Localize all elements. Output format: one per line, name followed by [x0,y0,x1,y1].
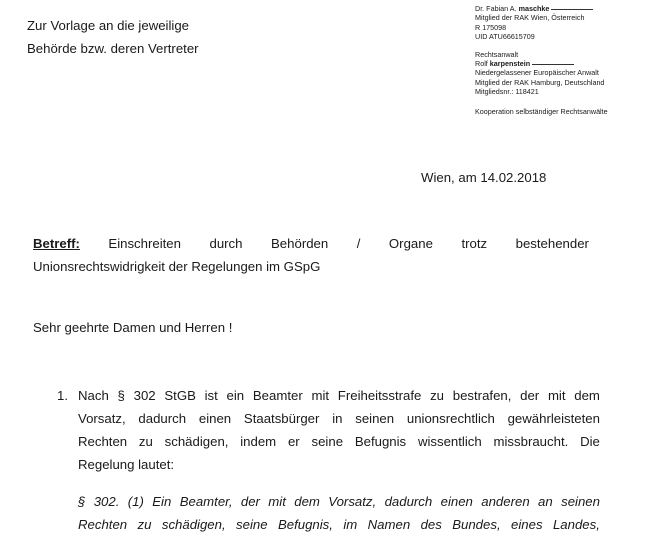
quote-line: § 302. (1) Ein Beamter, der mit dem Vorsatz, dadurch einen anderen an seinen [78,494,600,509]
salutation: Sehr geehrte Damen und Herren ! [33,320,233,335]
recipient-block [27,14,199,60]
quote-line: Rechten zu schädigen, seine Befugnis, im Namen des Bundes, eines Landes, [78,517,600,532]
subject-word: / [356,236,361,251]
paragraph-line: Regelung lautet: [78,457,175,472]
lawyer1-registration: R 175098 [475,22,507,32]
subject-word: durch [209,236,243,251]
letterhead [475,4,608,116]
subject-word: Behörden [271,236,329,251]
subject-word: bestehender [515,236,589,251]
subject-word: Organe [388,236,433,251]
cooperation-note: Kooperation selbständiger Rechtsanwälte [475,106,608,116]
lawyer2-name: Rolf karpenstein [475,59,608,68]
lawyer2-member-no: Mitgliedsnr.: 118421 [475,87,539,97]
paragraph-line: Nach § 302 StGB ist ein Beamter mit Freiheitsstrafe zu bestrafen, der mit dem [78,388,600,403]
lawyer2-title: Rechtsanwalt [475,49,519,59]
subject-word: trotz [461,236,488,251]
signature-line [551,9,593,10]
recipient-line: Behörde bzw. deren Vertreter [27,41,199,56]
list-item-number: 1. [57,388,68,403]
subject-block [33,232,589,278]
recipient-line: Zur Vorlage an die jeweilige [27,18,190,33]
subject-label: Betreff: [33,236,80,251]
subject-line-2: Unionsrechtswidrigkeit der Regelungen im GSpG [33,259,321,274]
subject-word: Einschreiten [108,236,181,251]
lawyer2-membership: Mitglied der RAK Hamburg, Deutschland [475,77,605,87]
legal-quote [78,490,600,536]
lawyer1-name: Dr. Fabian A. maschke [475,4,608,13]
list-item-text [78,384,600,476]
signature-line [532,64,574,65]
paragraph-line: Rechten zu schädigen, indem er seine Befugnis wissentlich missbraucht. Die [78,434,600,449]
letter-date: Wien, am 14.02.2018 [421,170,547,185]
paragraph-line: Vorsatz, dadurch einen Staatsbürger in seinen unionsrechtlich gewährleisteten [78,411,600,426]
subject-line-1 [33,232,589,255]
lawyer1-membership: Mitglied der RAK Wien, Österreich [475,13,585,23]
lawyer2-status: Niedergelassener Europäischer Anwalt [475,68,599,78]
lawyer1-uid: UID ATU66615709 [475,32,535,42]
